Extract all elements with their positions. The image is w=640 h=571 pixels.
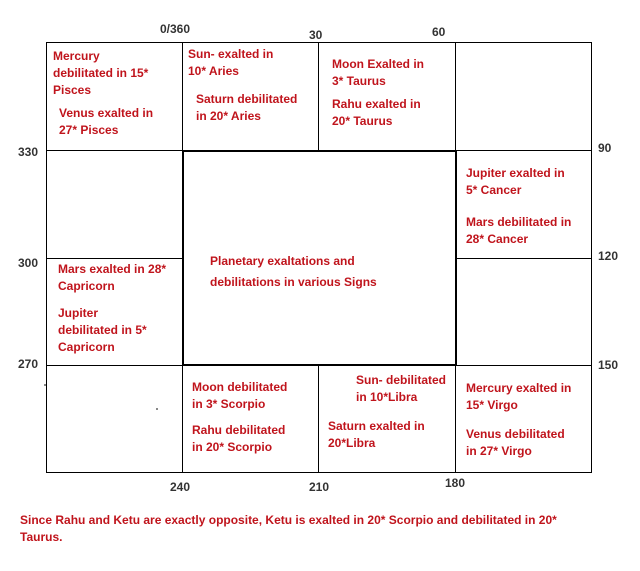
divider-right-mid xyxy=(455,258,592,259)
degree-label-180: 180 xyxy=(445,476,466,490)
virgo-line-1: Mercury exalted in xyxy=(466,381,572,395)
center-line-1: Planetary exaltations and xyxy=(210,254,355,268)
degree-label-240: 240 xyxy=(170,480,191,494)
center-line-2: debilitations in various Signs xyxy=(210,275,377,289)
aries-line-4: in 20* Aries xyxy=(196,109,261,123)
divider-bottom-3 xyxy=(455,365,456,473)
scorpio-cell-text xyxy=(192,379,316,456)
cancer-line-1: Jupiter exalted in xyxy=(466,166,565,180)
cancer-cell-text xyxy=(466,165,590,248)
capricorn-cell-text xyxy=(58,261,182,356)
libra-cell-text xyxy=(328,372,454,452)
degree-label-30: 30 xyxy=(309,28,323,42)
scorpio-line-2: in 3* Scorpio xyxy=(192,397,266,411)
speck-2 xyxy=(156,408,158,410)
scorpio-line-3: Rahu debilitated xyxy=(192,423,286,437)
libra-line-3: Saturn exalted in xyxy=(328,419,425,433)
virgo-line-4: in 27* Virgo xyxy=(466,444,532,458)
degree-label-60: 60 xyxy=(432,25,446,39)
pisces-line-4: Venus exalted in xyxy=(59,106,154,120)
libra-line-1: Sun- debilitated xyxy=(356,373,446,387)
divider-top-1 xyxy=(182,42,183,150)
divider-bottom-2 xyxy=(318,365,319,473)
cancer-line-3: Mars debilitated in xyxy=(466,215,572,229)
degree-label-300: 300 xyxy=(18,256,39,270)
virgo-line-2: 15* Virgo xyxy=(466,398,518,412)
degree-label-0-360: 0/360 xyxy=(160,22,191,36)
capricorn-line-3: Jupiter xyxy=(58,306,99,320)
degree-label-150: 150 xyxy=(598,358,619,372)
speck-1 xyxy=(44,384,46,386)
cancer-line-4: 28* Cancer xyxy=(466,232,529,246)
degree-label-90: 90 xyxy=(598,141,612,155)
capricorn-line-1: Mars exalted in 28* xyxy=(58,262,167,276)
pisces-cell-text xyxy=(53,48,181,139)
capricorn-line-2: Capricorn xyxy=(58,279,115,293)
aries-line-3: Saturn debilitated xyxy=(196,92,298,106)
footer-note: Since Rahu and Ketu are exactly opposite, Ketu is exalted in 20* Scorpio and debilitated in 20* Taurus. xyxy=(20,513,557,544)
taurus-line-3: Rahu exalted in xyxy=(332,97,421,111)
pisces-line-1: Mercury xyxy=(53,49,100,63)
scorpio-line-1: Moon debilitated xyxy=(192,380,288,394)
aries-line-2: 10* Aries xyxy=(188,64,239,78)
taurus-line-2: 3* Taurus xyxy=(332,74,386,88)
pisces-line-2: debilitated in 15* xyxy=(53,66,149,80)
degree-label-330: 330 xyxy=(18,145,39,159)
libra-line-4: 20*Libra xyxy=(328,436,376,450)
pisces-line-3: Pisces xyxy=(53,83,92,97)
virgo-cell-text xyxy=(466,380,590,460)
taurus-cell-text xyxy=(332,56,454,130)
degree-label-270: 270 xyxy=(18,357,39,371)
capricorn-line-4: debilitated in 5* xyxy=(58,323,147,337)
cancer-line-2: 5* Cancer xyxy=(466,183,522,197)
center-title xyxy=(210,253,450,291)
divider-top-2 xyxy=(318,42,319,150)
pisces-line-5: 27* Pisces xyxy=(59,123,119,137)
scorpio-line-4: in 20* Scorpio xyxy=(192,440,273,454)
libra-line-2: in 10*Libra xyxy=(356,390,418,404)
divider-left-mid xyxy=(46,258,183,259)
degree-label-120: 120 xyxy=(598,249,619,263)
aries-cell-text xyxy=(188,46,316,125)
outer-top-border xyxy=(46,42,592,43)
virgo-line-3: Venus debilitated xyxy=(466,427,565,441)
taurus-line-1: Moon Exalted in xyxy=(332,57,425,71)
outer-bottom-border xyxy=(46,472,592,473)
taurus-line-4: 20* Taurus xyxy=(332,114,393,128)
divider-top-3 xyxy=(455,42,456,150)
aries-line-1: Sun- exalted in xyxy=(188,47,274,61)
divider-bottom-1 xyxy=(182,365,183,473)
degree-label-210: 210 xyxy=(309,480,330,494)
capricorn-line-5: Capricorn xyxy=(58,340,115,354)
